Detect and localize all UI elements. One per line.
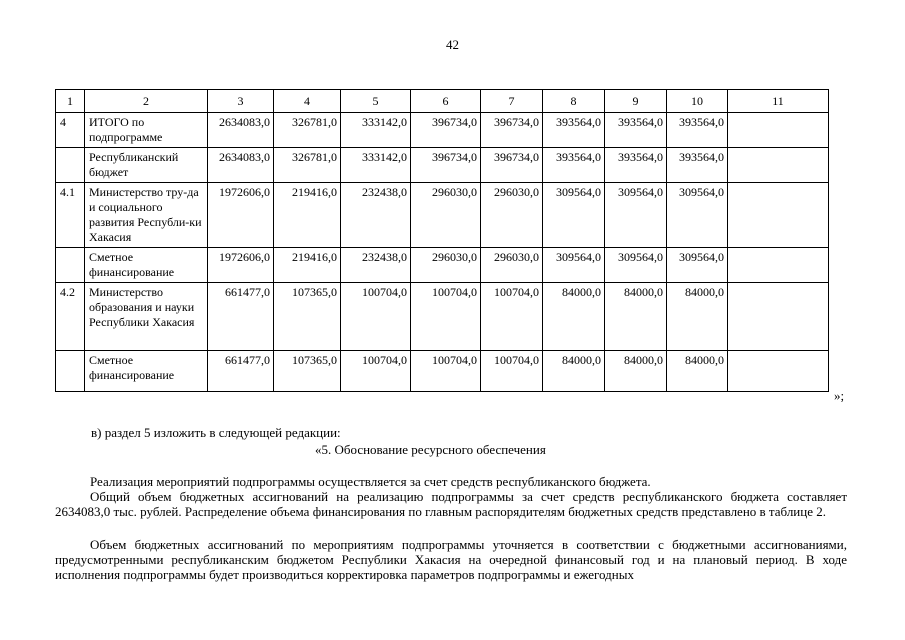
- amount-cell: 296030,0: [481, 248, 543, 283]
- amount-cell: 84000,0: [543, 351, 605, 392]
- amount-cell: 232438,0: [341, 183, 411, 248]
- table-row: [56, 283, 829, 351]
- note-cell: [728, 183, 829, 248]
- amount-cell: 296030,0: [411, 248, 481, 283]
- paragraph-1-text: Реализация мероприятий подпрограммы осуществляется за счет средств республиканского бюджета.: [90, 474, 651, 489]
- amount-cell: 296030,0: [411, 183, 481, 248]
- amount-cell: 393564,0: [543, 148, 605, 183]
- amount-cell: 1972606,0: [208, 248, 274, 283]
- note-cell: [728, 248, 829, 283]
- amount-cell: 100704,0: [411, 283, 481, 351]
- column-header: 9: [605, 90, 667, 113]
- amount-cell: 100704,0: [481, 283, 543, 351]
- row-name: ИТОГО по подпрограмме: [85, 113, 208, 148]
- budget-table: [55, 89, 829, 392]
- amount-cell: 326781,0: [274, 148, 341, 183]
- paragraph-2: Общий объем бюджетных ассигнований на реализацию подпрограммы за счет средств республиканского бюджета составляет 2634083,0 тыс. рублей. Распределение объема финансирования по главным распорядителям бюджетных средств представлено в таблице 2.: [55, 489, 847, 519]
- column-header: 7: [481, 90, 543, 113]
- amount-cell: 2634083,0: [208, 148, 274, 183]
- paragraph-3: Объем бюджетных ассигнований по мероприятиям подпрограммы уточняется в соответствии с бюджетными ассигнованиями, предусмотренными республиканским бюджетом Республики Хакасия на очередной финансовый год и на плановый период. В ходе исполнения подпрограммы будет производиться корректировка параметров подпрограммы и ежегодных: [55, 537, 847, 582]
- table-row: [56, 183, 829, 248]
- row-name: Сметное финансирование: [85, 351, 208, 392]
- amount-cell: 309564,0: [667, 183, 728, 248]
- row-name: Сметное финансирование: [85, 248, 208, 283]
- table-header-row: [56, 90, 829, 113]
- amount-cell: 396734,0: [481, 113, 543, 148]
- amount-cell: 309564,0: [667, 248, 728, 283]
- table-body: [56, 113, 829, 392]
- amount-cell: 393564,0: [543, 113, 605, 148]
- amount-cell: 326781,0: [274, 113, 341, 148]
- amount-cell: 1972606,0: [208, 183, 274, 248]
- column-header: 3: [208, 90, 274, 113]
- row-index: 4.2: [56, 283, 85, 351]
- amount-cell: 232438,0: [341, 248, 411, 283]
- column-header: 10: [667, 90, 728, 113]
- amount-cell: 107365,0: [274, 283, 341, 351]
- row-name: Республиканский бюджет: [85, 148, 208, 183]
- amount-cell: 396734,0: [481, 148, 543, 183]
- amount-cell: 393564,0: [667, 148, 728, 183]
- amount-cell: 219416,0: [274, 248, 341, 283]
- row-index: 4.1: [56, 183, 85, 248]
- amount-cell: 100704,0: [341, 351, 411, 392]
- amount-cell: 2634083,0: [208, 113, 274, 148]
- amount-cell: 100704,0: [411, 351, 481, 392]
- amount-cell: 309564,0: [543, 248, 605, 283]
- column-header: 2: [85, 90, 208, 113]
- note-cell: [728, 283, 829, 351]
- row-index: 4: [56, 113, 85, 148]
- column-header: 11: [728, 90, 829, 113]
- row-name: Министерство тру-да и социального развития Республи-ки Хакасия: [85, 183, 208, 248]
- table-row: [56, 148, 829, 183]
- amount-cell: 107365,0: [274, 351, 341, 392]
- amount-cell: 219416,0: [274, 183, 341, 248]
- amount-cell: 296030,0: [481, 183, 543, 248]
- note-cell: [728, 113, 829, 148]
- table-row: [56, 113, 829, 148]
- paragraph-1: [90, 474, 847, 489]
- amount-cell: 84000,0: [605, 283, 667, 351]
- column-header: 6: [411, 90, 481, 113]
- amount-cell: 393564,0: [667, 113, 728, 148]
- row-index: [56, 351, 85, 392]
- amount-cell: 396734,0: [411, 148, 481, 183]
- column-header: 4: [274, 90, 341, 113]
- section-heading: «5. Обоснование ресурсного обеспечения: [315, 442, 546, 457]
- closing-quote-mark: »;: [834, 388, 845, 403]
- amount-cell: 393564,0: [605, 148, 667, 183]
- note-cell: [728, 148, 829, 183]
- table-row: [56, 351, 829, 392]
- amount-cell: 393564,0: [605, 113, 667, 148]
- row-index: [56, 148, 85, 183]
- note-cell: [728, 351, 829, 392]
- amount-cell: 84000,0: [667, 351, 728, 392]
- amount-cell: 333142,0: [341, 113, 411, 148]
- amount-cell: 661477,0: [208, 283, 274, 351]
- amount-cell: 100704,0: [481, 351, 543, 392]
- amount-cell: 84000,0: [667, 283, 728, 351]
- table-row: [56, 248, 829, 283]
- amount-cell: 309564,0: [543, 183, 605, 248]
- row-name: Министерство образования и науки Республики Хакасия: [85, 283, 208, 351]
- amount-cell: 396734,0: [411, 113, 481, 148]
- amount-cell: 84000,0: [605, 351, 667, 392]
- column-header: 8: [543, 90, 605, 113]
- page-number: 42: [446, 37, 459, 52]
- amendment-instruction: в) раздел 5 изложить в следующей редакции:: [91, 425, 341, 440]
- amount-cell: 309564,0: [605, 248, 667, 283]
- amount-cell: 100704,0: [341, 283, 411, 351]
- column-header: 1: [56, 90, 85, 113]
- amount-cell: 333142,0: [341, 148, 411, 183]
- amount-cell: 84000,0: [543, 283, 605, 351]
- amount-cell: 661477,0: [208, 351, 274, 392]
- amount-cell: 309564,0: [605, 183, 667, 248]
- column-header: 5: [341, 90, 411, 113]
- row-index: [56, 248, 85, 283]
